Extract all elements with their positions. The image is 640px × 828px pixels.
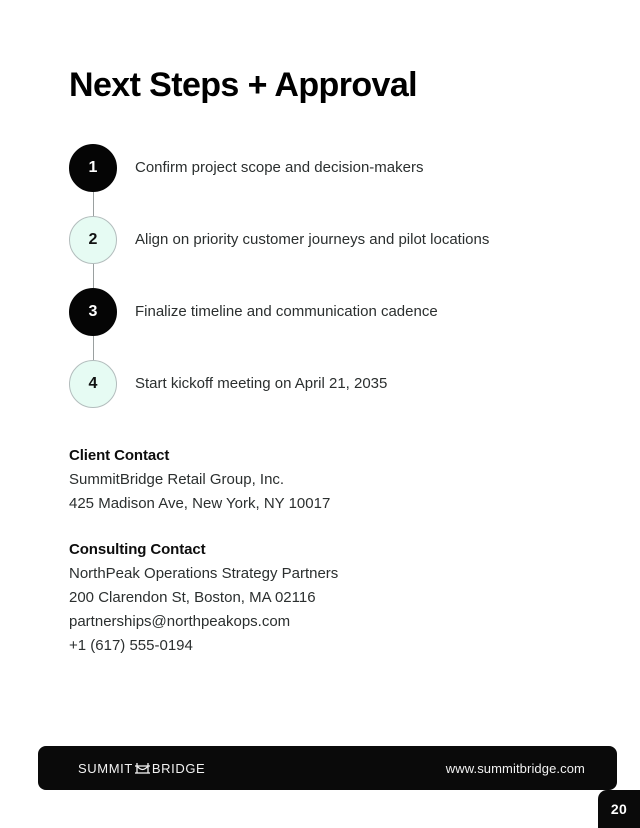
- step-label: Align on priority customer journeys and pilot locations: [135, 231, 490, 248]
- client-company-name: SummitBridge Retail Group, Inc.: [69, 471, 285, 488]
- bridge-icon: [134, 762, 151, 775]
- brand-logo: [78, 761, 205, 776]
- consulting-address: 200 Clarendon St, Boston, MA 02116: [69, 589, 316, 606]
- consulting-contact-heading: Consulting Contact: [69, 541, 206, 558]
- step-number: 1: [88, 159, 98, 176]
- step-number-badge: [69, 360, 117, 408]
- page-title: Next Steps + Approval: [69, 66, 417, 104]
- step-item[interactable]: [69, 144, 589, 216]
- footer-website-url[interactable]: www.summitbridge.com: [445, 760, 585, 776]
- step-connector-line: [93, 192, 94, 216]
- step-label: Start kickoff meeting on April 21, 2035: [135, 375, 388, 392]
- next-steps-timeline: [69, 144, 589, 432]
- step-number: 2: [88, 231, 98, 248]
- step-number-badge: [69, 144, 117, 192]
- step-label: Finalize timeline and communication cadence: [135, 303, 438, 320]
- step-connector-line: [93, 336, 94, 360]
- footer-bar: [38, 746, 617, 790]
- client-contact-heading: Client Contact: [69, 447, 170, 464]
- consulting-company-name: NorthPeak Operations Strategy Partners: [69, 565, 339, 582]
- consulting-phone[interactable]: +1 (617) 555-0194: [69, 637, 193, 654]
- step-number: 4: [88, 375, 98, 392]
- page-number-badge: 20: [598, 790, 640, 828]
- step-number-badge: [69, 216, 117, 264]
- contact-details: [69, 444, 549, 658]
- brand-name-left: SUMMIT: [78, 760, 133, 776]
- client-address: 425 Madison Ave, New York, NY 10017: [69, 495, 331, 512]
- step-item[interactable]: [69, 288, 589, 360]
- step-number: 3: [88, 303, 98, 320]
- step-label: Confirm project scope and decision-makers: [135, 159, 424, 176]
- brand-name-right: BRIDGE: [151, 760, 206, 776]
- step-number-badge: [69, 288, 117, 336]
- step-connector-line: [93, 264, 94, 288]
- client-contact-block: [69, 444, 549, 516]
- step-item[interactable]: [69, 216, 589, 288]
- consulting-contact-block: [69, 538, 549, 658]
- consulting-email[interactable]: partnerships@northpeakops.com: [69, 613, 291, 630]
- step-item[interactable]: [69, 360, 589, 432]
